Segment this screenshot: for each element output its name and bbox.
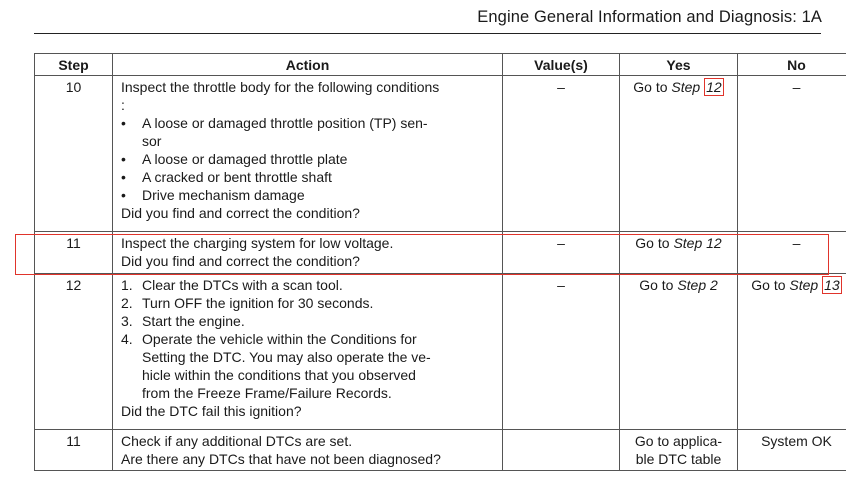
yes-prefix: Go to (639, 277, 678, 293)
yes-prefix: Go to (633, 79, 672, 95)
no-step-link[interactable]: Step (789, 277, 819, 293)
yes-text: ble DTC table (635, 451, 722, 467)
step-number: 11 (35, 430, 113, 471)
table-header-row (35, 54, 846, 76)
list-item-text: A loose or damaged throttle plate (142, 151, 348, 167)
action-intro: Inspect the throttle body for the following conditions (121, 79, 440, 95)
list-item-number: 3. (121, 313, 133, 329)
header-rule (34, 33, 821, 34)
action-question: Did you find and correct the condition? (121, 205, 360, 221)
list-item: • A loose or damaged throttle plate (121, 150, 496, 168)
col-header-action: Action (113, 54, 503, 76)
list-item-text: Clear the DTCs with a scan tool. (142, 277, 343, 293)
no-prefix: Go to (751, 277, 790, 293)
action-text: Check if any additional DTCs are set. (121, 433, 353, 449)
value-cell: – (503, 274, 620, 430)
step-number: 10 (35, 76, 113, 232)
yes-step-link[interactable]: Step 12 (673, 235, 722, 251)
list-item (121, 330, 496, 402)
action-question: Did the DTC fail this ignition? (121, 403, 302, 419)
action-text: Inspect the charging system for low voltage. (121, 235, 394, 251)
yes-step-link[interactable]: Step (671, 79, 701, 95)
yes-cell (620, 274, 738, 430)
action-cell (113, 430, 503, 471)
list-item (121, 312, 496, 330)
no-cell: System OK (738, 430, 846, 471)
list-item-text: Start the engine. (142, 313, 245, 329)
no-cell (738, 274, 846, 430)
col-header-values: Value(s) (503, 54, 620, 76)
value-cell (503, 430, 620, 471)
action-intro-tail: : (121, 97, 125, 113)
table-row (35, 76, 846, 232)
list-item: • A loose or damaged throttle position (TP) sen- sor (121, 115, 428, 149)
step-number: 12 (35, 274, 113, 430)
list-item-number: 1. (121, 277, 133, 293)
col-header-step: Step (35, 54, 113, 76)
action-cell (113, 76, 503, 232)
list-item-text: from the Freeze Frame/Failure Records. (142, 385, 392, 401)
list-item-text: sor (142, 133, 162, 149)
action-question: Are there any DTCs that have not been diagnosed? (121, 451, 441, 467)
yes-cell (620, 430, 738, 471)
no-cell: – (738, 232, 846, 274)
yes-step-number-link[interactable]: 12 (706, 79, 722, 95)
col-header-yes: Yes (620, 54, 738, 76)
table-row (35, 274, 846, 430)
list-item-text: hicle within the conditions that you observed (142, 367, 416, 383)
list-item: • A cracked or bent throttle shaft (121, 168, 496, 186)
col-header-no: No (738, 54, 846, 76)
no-step-number-link[interactable]: 13 (824, 277, 840, 293)
list-item-number: 2. (121, 295, 133, 311)
list-item-text: Operate the vehicle within the Conditions for (142, 331, 417, 347)
list-item-text: Setting the DTC. You may also operate the ve- (142, 349, 431, 365)
value-cell: – (503, 76, 620, 232)
list-item-number: 4. (121, 331, 133, 347)
list-item-text: A loose or damaged throttle position (TP) sen- (142, 115, 428, 131)
yes-step-link[interactable]: Step 2 (677, 277, 718, 293)
action-cell (113, 274, 503, 430)
list-item (121, 276, 496, 294)
list-item-text: Turn OFF the ignition for 30 seconds. (142, 295, 374, 311)
table-row (35, 430, 846, 471)
list-item-text: A cracked or bent throttle shaft (142, 169, 332, 185)
page-header-title: Engine General Information and Diagnosis: 1A (477, 8, 822, 26)
list-item (121, 294, 496, 312)
yes-cell (620, 76, 738, 232)
yes-prefix: Go to (635, 235, 674, 251)
action-question: Did you find and correct the condition? (121, 253, 360, 269)
list-item: • Drive mechanism damage (121, 186, 496, 204)
step-number: 11 (35, 232, 113, 274)
list-item-text: Drive mechanism damage (142, 187, 305, 203)
no-cell: – (738, 76, 846, 232)
yes-text: Go to applica- (634, 433, 723, 449)
highlight-box (15, 234, 829, 275)
value-cell: – (503, 232, 620, 274)
